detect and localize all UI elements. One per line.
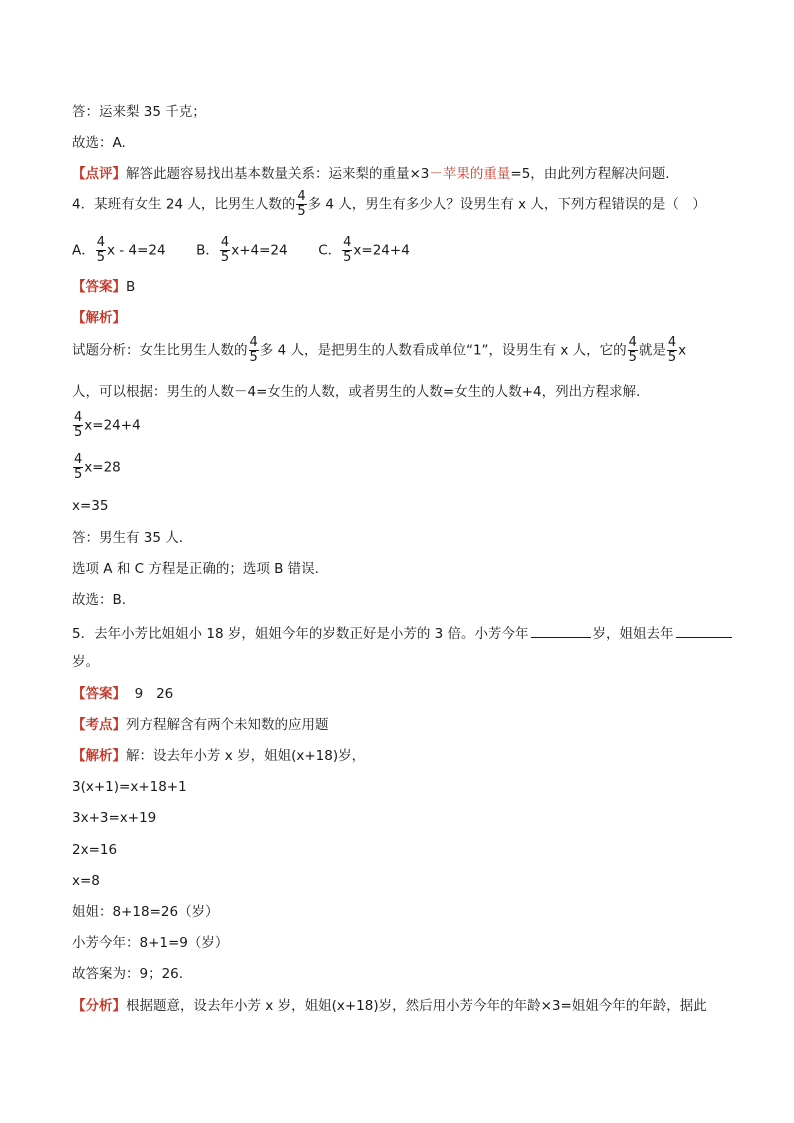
step-3: 2x=16 — [72, 842, 118, 858]
options-note: 选项 A 和 C 方程是正确的；选项 B 错误. — [72, 561, 319, 577]
fraction: $\frac{4}{5}$ — [96, 235, 106, 265]
fraction: $\frac{4}{5}$ — [667, 335, 677, 365]
comment-line-q3 — [72, 165, 670, 183]
fraction: $\frac{4}{5}$ — [74, 452, 83, 482]
analysis-text-b: 多 4 人，是把男生的人数看成单位“1”，设男生有 x 人，它的 — [259, 342, 627, 359]
analysis-text-a: 试题分析：女生比男生人数的 — [72, 342, 248, 359]
fraction: $\frac{4}{5}$ — [343, 235, 352, 265]
question-4 — [72, 190, 706, 219]
answer-tag: 【答案】 — [72, 279, 126, 295]
step-2: 3x+3=x+19 — [72, 810, 157, 826]
fraction: $\frac{4}{5}$ — [220, 235, 230, 265]
analysis-tag: 【解析】 — [72, 310, 126, 326]
question-5-text-a: 5．去年小芳比姐姐小 18 岁，姐姐今年的岁数正好是小芳的 3 倍。小芳今年 — [72, 626, 529, 642]
fraction: $\frac{4}{5}$ — [74, 410, 83, 440]
question-4-options — [72, 236, 410, 265]
answer-tag: 【答案】 — [72, 686, 126, 702]
equation-2 — [72, 453, 121, 482]
analysis-text: 解：设去年小芳 x 岁，姐姐(x+18)岁， — [126, 748, 366, 764]
fenxi-line — [72, 997, 707, 1015]
option-c-label: C． — [318, 242, 342, 259]
fraction: $\frac{4}{5}$ — [297, 189, 306, 219]
analysis-header-q4 — [72, 309, 126, 327]
step-5: 姐姐：8+18=26（岁） — [72, 904, 219, 920]
analysis-line-2: 人，可以根据：男生的人数－4=女生的人数，或者男生的人数=女生的人数+4，列出方程求解. — [72, 384, 641, 400]
step-7: 故答案为：9；26. — [72, 966, 184, 982]
analysis-line-1 — [72, 336, 686, 365]
answer-line-q3: 答：运来梨 35 千克； — [72, 104, 206, 120]
question-5-cont: 岁。 — [72, 654, 99, 670]
fenxi-text: 根据题意，设去年小芳 x 岁，姐姐(x+18)岁，然后用小芳今年的年龄×3=姐姐今年的年龄，据此 — [126, 998, 707, 1014]
step-4: x=8 — [72, 873, 100, 889]
answer-value: B — [126, 279, 136, 295]
equation-1-text: x=24+4 — [84, 417, 141, 434]
fraction: $\frac{4}{5}$ — [628, 335, 637, 365]
analysis-text-x: x — [678, 342, 687, 359]
question-5 — [72, 623, 734, 643]
question-4-text-b: 多 4 人，男生有多少人？设男生有 x 人，下列方程错误的是（ ） — [307, 196, 706, 213]
option-a-equation: x - 4=24 — [107, 242, 166, 259]
choice-line-q4: 故选：B. — [72, 592, 127, 608]
answer-sentence-q4: 答：男生有 35 人. — [72, 530, 184, 546]
question-4-text-a: 4．某班有女生 24 人，比男生人数的 — [72, 196, 296, 213]
comment-tag: 【点评】 — [72, 166, 126, 182]
answer-value-1: 9 — [134, 686, 144, 702]
analysis-text-c: 就是 — [638, 342, 666, 359]
equation-2-text: x=28 — [84, 459, 121, 476]
equation-1 — [72, 411, 141, 440]
option-c-equation: x=24+4 — [353, 242, 410, 259]
equation-3: x=35 — [72, 498, 109, 514]
option-b-label: B． — [196, 242, 219, 259]
analysis-tag: 【解析】 — [72, 748, 126, 764]
option-a-label: A． — [72, 242, 95, 259]
comment-text-end: =5，由此列方程解决问题. — [510, 166, 670, 182]
answer-line-q5 — [72, 685, 173, 703]
option-b-equation: x+4=24 — [231, 242, 288, 259]
answer-value-2: 26 — [156, 686, 174, 702]
blank-2 — [676, 623, 732, 638]
fraction: $\frac{4}{5}$ — [249, 335, 258, 365]
question-5-text-b: 岁，姐姐去年 — [592, 626, 674, 642]
analysis-line-q5 — [72, 747, 365, 765]
comment-text-red: －苹果的重量 — [429, 166, 511, 182]
fenxi-tag: 【分析】 — [72, 998, 126, 1014]
blank-1 — [531, 623, 591, 638]
kaodian-line — [72, 716, 329, 734]
comment-text: 解答此题容易找出基本数量关系：运来梨的重量×3 — [126, 166, 430, 182]
kaodian-tag: 【考点】 — [72, 717, 126, 733]
choice-line-q3: 故选：A. — [72, 135, 126, 151]
answer-line-q4 — [72, 278, 135, 296]
step-1: 3(x+1)=x+18+1 — [72, 779, 187, 795]
step-6: 小芳今年：8+1=9（岁） — [72, 935, 229, 951]
kaodian-text: 列方程解含有两个未知数的应用题 — [126, 717, 329, 733]
